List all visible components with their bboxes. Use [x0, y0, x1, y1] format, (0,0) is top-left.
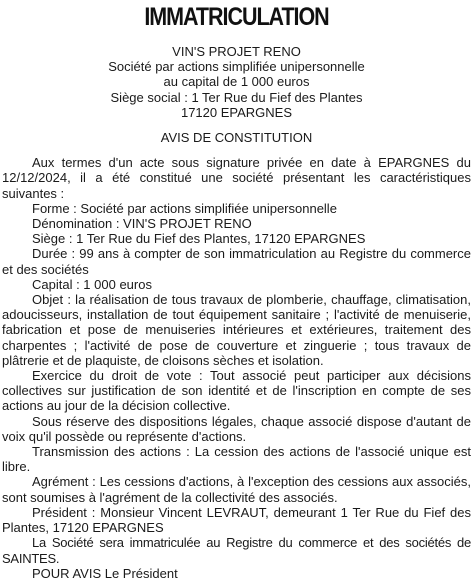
company-postcode: 17120 EPARGNES — [180, 104, 293, 120]
paragraph-siege: Siège : 1 Ter Rue du Fief des Plantes, 17120 EPARGNES — [32, 231, 366, 247]
notice-title: AVIS DE CONSTITUTION — [160, 130, 313, 146]
paragraph-forme: Forme : Société par actions simplifiée unipersonnelle — [32, 200, 337, 216]
paragraph-denomination: Dénomination : VIN'S PROJET RENO — [32, 216, 252, 232]
company-name: VIN'S PROJET RENO — [172, 44, 301, 59]
paragraph-signature: POUR AVIS Le Président — [32, 565, 178, 581]
company-address: Siège social : 1 Ter Rue du Fief des Plantes — [110, 89, 363, 105]
paragraph-capital: Capital : 1 000 euros — [32, 276, 152, 292]
paragraph-intro: Aux termes d'un acte sous signature privée en date à EPARGNES du 12/12/2024, il a été constitué une société présentant les caractéristiques suivantes : — [2, 155, 471, 201]
paragraph-duree: Durée : 99 ans à compter de son immatriculation au Registre du commerce et des sociétés — [2, 246, 471, 277]
notice-body — [2, 155, 471, 581]
headline: IMMATRICULATION — [144, 3, 329, 31]
paragraph-transmission: Transmission des actions : La cession des actions de l'associé unique est libre. — [2, 444, 471, 475]
paragraph-vote: Exercice du droit de vote : Tout associé peut participer aux décisions collectives sur justification de son identité et de l'inscription en compte de ses actions au jour de la décision collective. — [2, 368, 471, 414]
paragraph-objet: Objet : la réalisation de tous travaux de plomberie, chauffage, climatisation, adoucisseurs, installation de tout équipement sanitaire ; l'activité de menuiserie, fabrication et pose de menuiseries intérieures et extérieures, traitement des charpentes ; l'activité de pose de couverture et zinguerie ; tous travaux de plâtrerie et de plaquiste, de cloisons sèches et isolation. — [2, 292, 471, 368]
paragraph-reserve: Sous réserve des dispositions légales, chaque associé dispose d'autant de voix qu'il possède ou représente d'actions. — [2, 413, 471, 444]
paragraph-registre: La Société sera immatriculée au Registre du commerce et des sociétés de SAINTES. — [2, 535, 471, 566]
company-form: Société par actions simplifiée unipersonnelle — [108, 59, 365, 75]
company-capital: au capital de 1 000 euros — [163, 74, 310, 90]
company-header — [2, 44, 471, 120]
paragraph-agrement: Agrément : Les cessions d'actions, à l'exception des cessions aux associés, sont soumises à l'agrément de la collectivité des associés. — [2, 474, 471, 505]
paragraph-president: Président : Monsieur Vincent LEVRAUT, demeurant 1 Ter Rue du Fief des Plantes, 17120 EPARGNES — [2, 504, 471, 536]
